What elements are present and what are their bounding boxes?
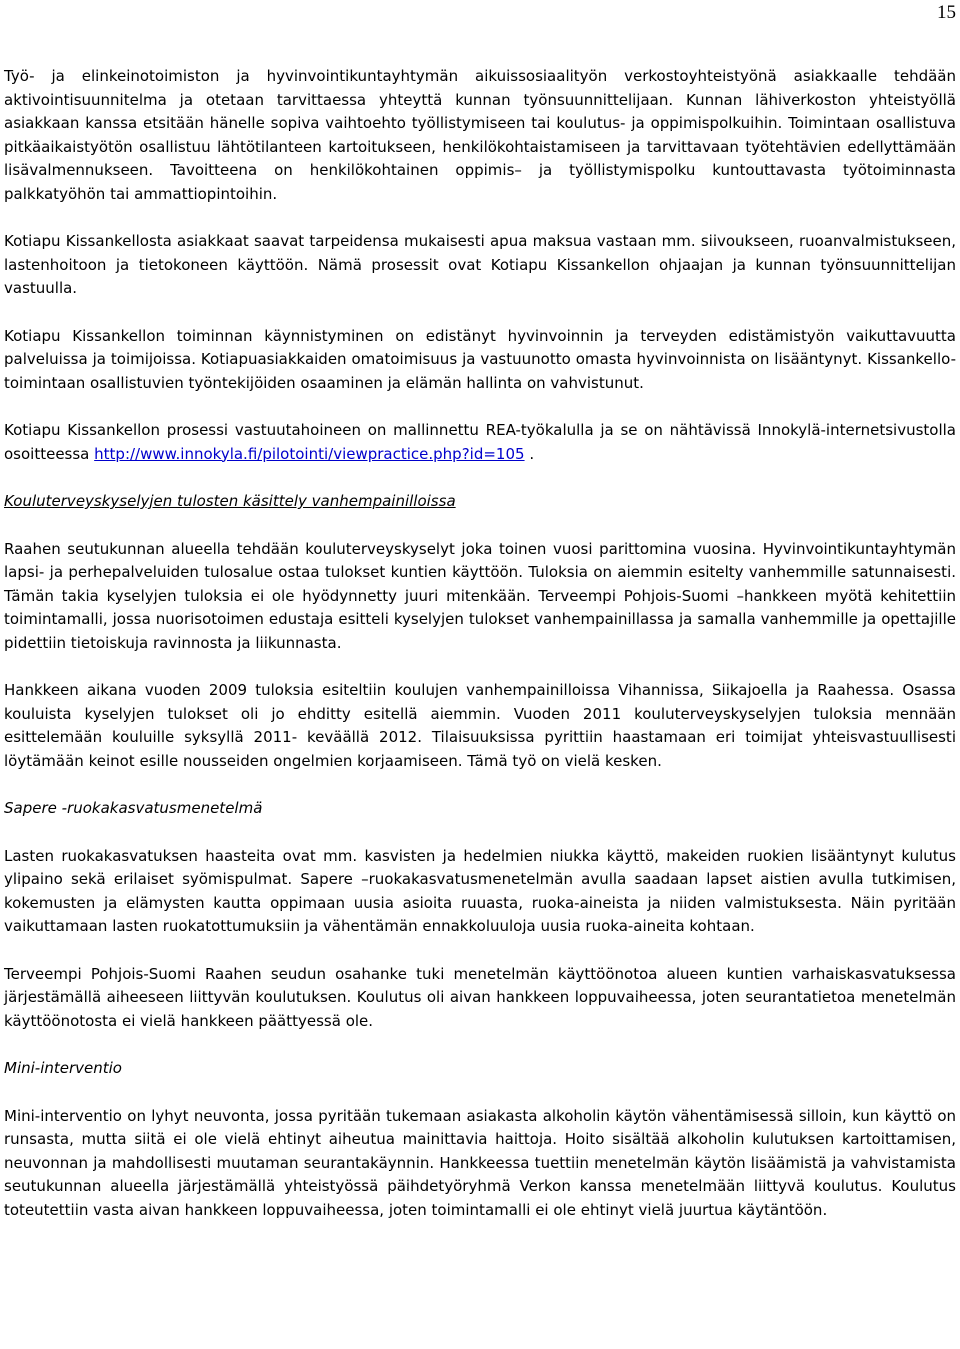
paragraph-activation-plan: Työ- ja elinkeinotoimiston ja hyvinvointikuntayhtymän aikuissosiaalityön verkostoyhteistyönä asiakkaalle tehdään aktivointisuunnitelma ja otetaan tarvittaessa yhteyttä kunnan työnsuunnittelijaan. Kunnan lähiverkoston yhteistyöllä asiakkaan kanssa etsitään hänelle sopiva vaihtoehto työllistymiseen tai koulutus- ja oppimispolkuihin. Toimintaan osallistuva pitkäaikaistyötön osallistuu lähtötilanteen kartoitukseen, henkilökohtaistamiseen ja tarvittavaan työtehtävien edellyttämään lisävalmennukseen. Tavoitteena on henkilökohtainen oppimis– ja työllistymispolku kuntouttavasta työtoiminnasta palkkatyöhön tai ammattiopintoihin. [4,67,956,203]
paragraph-survey-intro: Raahen seutukunnan alueella tehdään kouluterveyskyselyt joka toinen vuosi parittomina vuosina. Hyvinvointikuntayhtymän lapsi- ja perhepalveluiden tulosalue ostaa tulokset kuntien käyttöön. Tuloksia on aiemmin esitelty vanhemmille satunnaisesti. Tämän takia kyselyjen tuloksia ei ole hyödynnetty juuri mitenkään. Terveempi Pohjois-Suomi –hankkeen myötä kehitettiin toimintamalli, jossa nuorisotoimen edustaja esitteli kyselyjen tulokset vanhempainillassa ja samalla vanhemmille ja opettajille pidettiin tietoiskuja ravinnosta ja liikunnasta. [4,539,956,652]
page-number: 15 [937,2,956,23]
section-heading-mini-intervention: Mini-interventio [4,1059,122,1077]
section-heading-sapere: Sapere -ruokakasvatusmenetelmä [4,799,263,817]
paragraph-rea-text: Kotiapu Kissankellon prosessi vastuutahoineen on mallinnettu REA-työkalulla ja se on nähtävissä Innokylä-internetsivustolla osoitteessa [4,421,956,463]
paragraph-rea-modeling [4,419,956,466]
paragraph-rea-end: . [524,444,535,463]
paragraph-sapere-method: Lasten ruokakasvatuksen haasteita ovat mm. kasvisten ja hedelmien niukka käyttö, makeiden ruokien lisääntynyt kulutus ylipaino sekä erilaiset syömispulmat. Sapere –ruokakasvatusmenetelmän avulla saadaan lapset aistien avulla tutkimisen, kokemusten ja elämysten kautta oppimaan uusia asioita ruuasta, ruoka-aineista ja niiden valmistuksesta. Näin pyritään vaikuttamaan lasten ruokatottumuksiin ja vähentämän ennakkoluuloja uusia ruoka-aineita kohtaan. [4,846,956,935]
paragraph-kotiapu-services: Kotiapu Kissankellosta asiakkaat saavat tarpeidensa mukaisesti apua maksua vastaan mm. siivoukseen, ruoanvalmistukseen, lastenhoitoon ja tietokoneen käyttöön. Nämä prosessit ovat Kotiapu Kissankellon ohjaajan ja kunnan työnsuunnittelijan vastuulla. [4,232,956,297]
paragraph-kotiapu-impact: Kotiapu Kissankellon toiminnan käynnistyminen on edistänyt hyvinvoinnin ja terveyden edistämistyön vaikuttavuutta palveluissa ja toimijoissa. Kotiapuasiakkaiden omatoimisuus ja vastuunotto omasta hyvinvoinnista on lisääntynyt. Kissankello-toimintaan osallistuvien työntekijöiden osaaminen ja elämän hallinta on vahvistunut. [4,326,956,392]
document-body [4,65,956,1246]
paragraph-sapere-training: Terveempi Pohjois-Suomi Raahen seudun osahanke tuki menetelmän käyttöönotoa alueen kuntien varhaiskasvatuksessa järjestämällä aiheeseen liittyvän koulutuksen. Koulutus oli aivan hankkeen loppuvaiheessa, joten seurantatietoa menetelmän käyttöönotosta ei vielä hankkeen päättyessä ole. [4,964,956,1030]
paragraph-survey-results: Hankkeen aikana vuoden 2009 tuloksia esiteltiin koulujen vanhempainilloissa Vihannissa, Siikajoella ja Raahessa. Osassa kouluista kyselyjen tulokset oli jo ehditty esitellä aiemmin. Vuoden 2011 kouluterveyskyselyjen tuloksia mennään esittelemään kouluille syksyllä 2011- keväällä 2012. Tilaisuuksissa pyrittiin haastamaan eri toimijat yhteisvastuullisesti löytämään keinot esille nousseiden ongelmien korjaamiseen. Tämä työ on vielä kesken. [4,681,956,770]
paragraph-mini-intervention: Mini-interventio on lyhyt neuvonta, jossa pyritään tukemaan asiakasta alkoholin käytön vähentämisessä silloin, kun käyttö on runsasta, mutta siitä ei ole vielä ehtinyt aiheutua mainittavia haittoja. Hoito sisältää alkoholin kulutuksen kartoittamisen, neuvonnan ja mahdollisesti muutaman seurantakäynnin. Hankkeessa tuettiin menetelmän käytön lisäämistä ja vahvistamista seutukunnan alueella järjestämällä yhteistyössä päihdetyöryhmä Verkon kanssa menetelmään liittyvä koulutus. Koulutus toteutettiin vasta aivan hankkeen loppuvaiheessa, joten toimintamalli ei ole ehtinyt vielä juurtua käytäntöön. [4,1106,956,1219]
innokyla-link[interactable]: http://www.innokyla.fi/pilotointi/viewpractice.php?id=105 [94,444,525,463]
section-heading-school-health-survey: Kouluterveyskyselyjen tulosten käsittely vanhempainilloissa [4,492,456,510]
